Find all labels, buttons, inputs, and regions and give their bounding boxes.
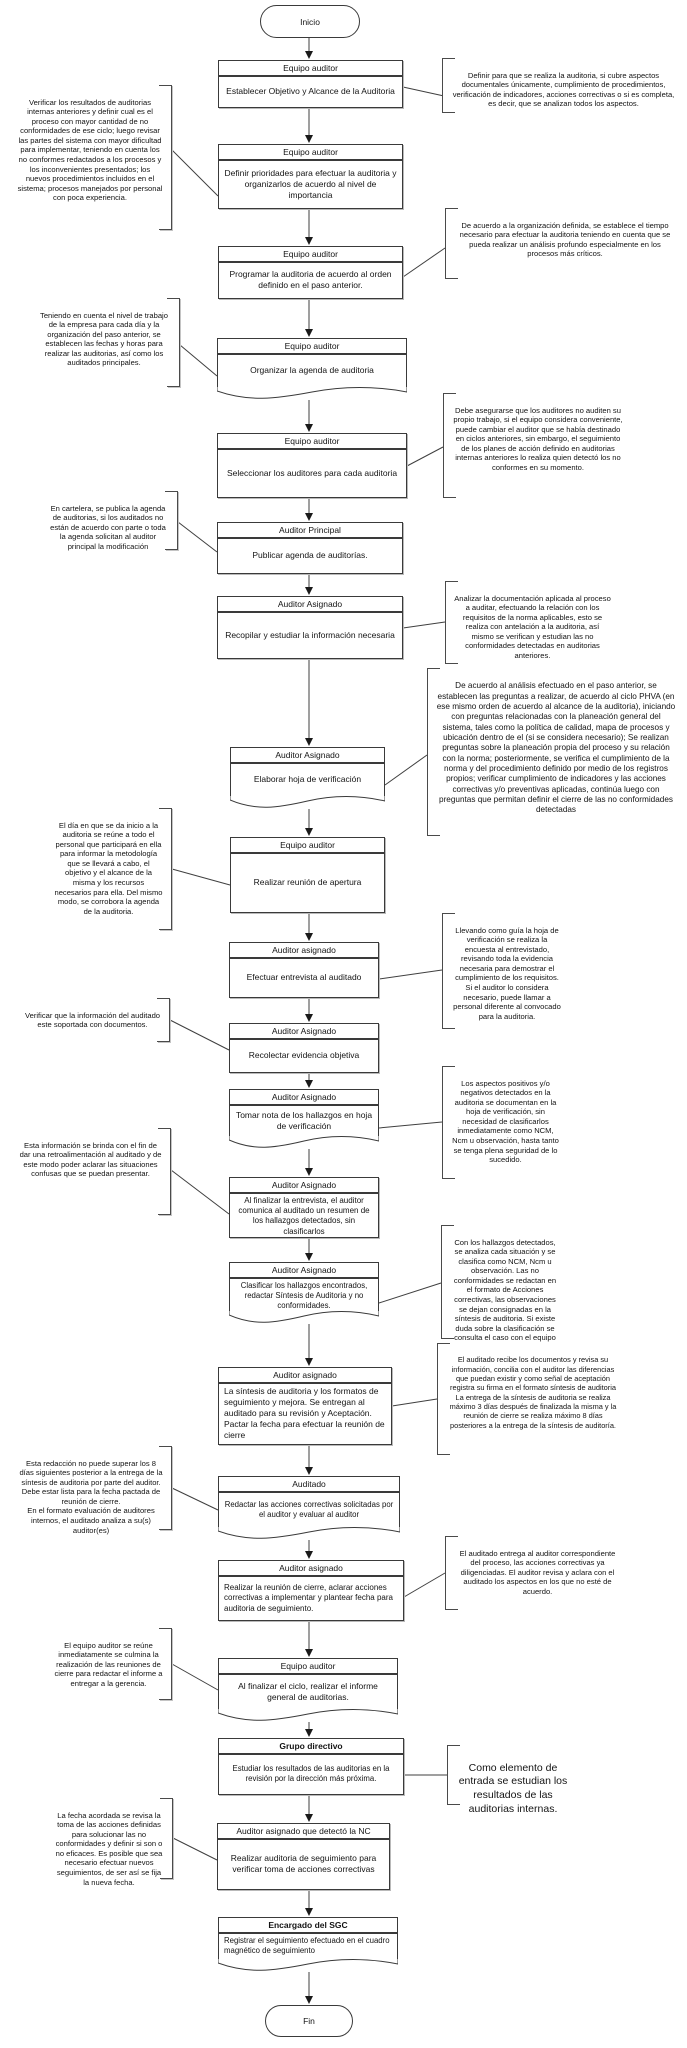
step-action: Elaborar hoja de verificación [253, 774, 362, 785]
annotation-text: Definir para que se realiza la auditoria, si cubre aspectos documentales únicamente, cumplimiento de procedimientos, verificación de indicadores, acciones correctivas o si es completa, es decir, que se analizan todos los aspectos. [452, 70, 675, 109]
annotation-text: El auditado entrega al auditor correspondiente del proceso, las acciones correctivas ya diligenciadas. El auditor revisa y aclara con el auditado los aspectos en los que no esté de acuerdo. [459, 1548, 616, 1596]
annotation-text: Teniendo en cuenta el nivel de trabajo de la empresa para cada día y la organización del paso anterior, se establecen las fechas y horas para realizar las auditorias, así como los auditados principales. [40, 310, 168, 368]
step-action: Al finalizar la entrevista, el auditor comunica al auditado un resumen de los hallazgos detectados, sin clasificarlos [238, 1195, 370, 1236]
step-actor: Auditor Asignado [231, 748, 384, 764]
node-seleccionar-auditores [217, 433, 407, 498]
document-wave-edge [217, 386, 407, 400]
document-wave-edge [218, 1526, 400, 1540]
annotation-text: El auditado recibe los documentos y revisa su información, concilia con el auditor las diferencias que puedan existir y como señal de aceptación registra su firma en el formato síntesis de auditoria La entrega de la síntesis de auditoria se realiza máximo 3 días después de finalizada la misma y la reunión de cierre se realiza máximo 8 días posteriores a la entrega de la síntesis de auditoría. [449, 1355, 617, 1430]
step-action: Redactar las acciones correctivas solicitadas por el auditor y evaluar al auditor [224, 1499, 394, 1519]
annotation-text: De acuerdo al análisis efectuado en el paso anterior, se establecen las preguntas a realizar, de acuerdo al ciclo PHVA (en ese mismo orden de acuerdo al alcance de la auditoria), iniciando con preguntas relacionadas con la planeación general del sistema, tales como la política de calidad, mapa de procesos y ubicación dentro de el (si se considera necesario); Se realizan preguntas sobre la planeación propia del proceso y su relación con la norma; posteriormente, se verifica el cumplimiento de la norma y del procedimiento definido por medio de los registros propios; verificar cumplimiento de indicadores y las acciones correctivas y/o preventivas aplicadas, continúa luego con preguntas que permitan definir el cierre de las no conformidades detectadas [436, 681, 676, 815]
node-reunion-apertura [230, 837, 385, 913]
annotation-nivel-trabajo [28, 298, 180, 387]
step-actor: Equipo auditor [219, 61, 402, 77]
node-tomar-nota-hallazgos [229, 1089, 379, 1149]
document-wave-edge [229, 1135, 379, 1149]
annotation-text: Debe asegurarse que los auditores no auditen su propio trabajo, si el equipo considera conveniente, puede cambiar el auditor que se había destinado en ciclos anteriores, sin embargo, el seguimiento de los planes de acción definido en auditorias internas anteriores lo realiza quien detectó los no conformes en su momento. [453, 405, 623, 472]
node-reunion-cierre [218, 1560, 404, 1621]
annotation-text: Con los hallazgos detectados, se analiza cada situación y se clasifica como NCM, Ncm u observación. Las no conformidades se redactan en el formato de Acciones correctivas, las observaciones se dejan consignadas en la síntesis de auditoria. Si existe duda sobre la clasificación se consulta el caso con el equipo [453, 1237, 557, 1343]
annotation-cartelera [38, 491, 178, 550]
annotation-text: Llevando como guía la hoja de verificación se realiza la encuesta al entrevistado, revisando toda la evidencia necesaria para demostrar el cumplimiento de los requisitos. Si el auditor lo considera necesario, puede llamar a personal diferente al convocado para la auditoria. [453, 925, 561, 1021]
annotation-entrega-acciones-diligenciadas [445, 1536, 630, 1610]
step-action: Organizar la agenda de auditoria [250, 365, 374, 376]
annotation-entrega-sintesis-plazos [437, 1343, 629, 1455]
step-action: Publicar agenda de auditorías. [252, 550, 368, 561]
node-registrar-seguimiento [218, 1917, 398, 1972]
start-label: Inicio [300, 16, 320, 27]
node-establecer-objetivo-alcance [218, 60, 403, 108]
annotation-fecha-acordada [45, 1798, 173, 1887]
step-actor: Auditor asignado [219, 1561, 403, 1577]
step-actor: Auditor Asignado [230, 1263, 378, 1279]
step-actor: Auditor asignado [230, 943, 378, 959]
annotation-text: De acuerdo a la organización definida, se establece el tiempo necesario para efectuar la auditoria teniendo en cuenta que se pueda realizar un análisis profundo especialmente en los procesos más críticos. [459, 220, 671, 259]
annotation-text: Los aspectos positivos y/o negativos detectados en la auditoria se documentan en la hoja de verificación, sin necesidad de clasificarlos inmediatamente como NCM, Ncm u observación, hasta tanto se tenga plena seguridad de lo sucedido. [452, 1078, 559, 1165]
node-elaborar-hoja-verificacion [230, 747, 385, 809]
step-actor: Equipo auditor [231, 838, 384, 854]
step-action: Clasificar los hallazgos encontrados, redactar Síntesis de Auditoria y no conformidades. [240, 1280, 368, 1310]
step-actor: Auditor Asignado [218, 597, 402, 613]
step-action: Recolectar evidencia objetiva [248, 1050, 360, 1061]
step-actor: Auditor asignado que detectó la NC [218, 1824, 389, 1840]
step-action: Realizar reunión de apertura [253, 877, 362, 888]
document-wave-edge [230, 795, 385, 809]
step-action: Registrar el seguimiento efectuado en el cuadro magnético de seguimiento [224, 1935, 390, 1955]
step-action: Efectuar entrevista al auditado [246, 972, 362, 983]
step-actor: Equipo auditor [218, 339, 406, 355]
step-actor: Grupo directivo [219, 1739, 403, 1755]
step-action: Realizar auditoria de seguimiento para verificar toma de acciones correctivas [230, 1853, 377, 1875]
step-action: Al finalizar el ciclo, realizar el informe general de auditorias. [238, 1680, 378, 1702]
annotation-aspectos-positivos-negativos [442, 1066, 569, 1179]
annotation-equipo-se-reune [45, 1628, 172, 1700]
node-redactar-acciones-correctivas [218, 1476, 400, 1540]
annotation-text: La fecha acordada se revisa la toma de las acciones definidas para solucionar las no conformidades y definir si son o no eficaces. Es posible que sea necesario efectuar nuevos seguimientos, de ser así se fija la nueva fecha. [55, 1810, 163, 1887]
annotation-ciclo-phva [427, 668, 685, 836]
node-programar-auditoria [218, 246, 403, 299]
node-auditoria-seguimiento [217, 1823, 390, 1890]
annotation-definir-para-que [442, 58, 685, 113]
node-definir-prioridades [218, 144, 403, 209]
annotation-dia-inicio [45, 808, 172, 930]
start-terminal [260, 5, 360, 38]
end-label: Fin [303, 2016, 315, 2026]
annotation-clasificacion-ncm [441, 1225, 569, 1343]
step-action: Estudiar los resultados de las auditorias en la revisión por la dirección más próxima. [232, 1764, 390, 1784]
step-actor: Auditado [219, 1477, 399, 1493]
annotation-analizar-documentacion [445, 581, 620, 664]
node-recopilar-informacion [217, 596, 403, 659]
annotation-text: El equipo auditor se reúne inmediatamente se culmina la realización de las reuniones de cierre para redactar el informe a entregar a la gerencia. [54, 1640, 163, 1688]
step-action: Establecer Objetivo y Alcance de la Auditoria [226, 86, 395, 97]
node-grupo-directivo [218, 1738, 404, 1795]
step-actor: Equipo auditor [218, 434, 406, 450]
annotation-text: El día en que se da inicio a la auditoria se reúne a todo el personal que participará en ella para informar la metodología que se llevará a cabo, el objetivo y el alcance de la misma y los recursos necesarios para ella. Del mismo modo, se corrobora la agenda de la auditoria. [54, 820, 163, 916]
annotation-text: Verificar los resultados de auditorias internas anteriores y definir cual es el proceso con mayor cantidad de no conformidades de ese ciclo; luego revisar las partes del sistema con mayor dificultad para implementar, teniendo en cuenta los no conformes redactados a los procesos y los inconvenientes presentados; los nuevos procedimientos incluidos en el sistema; procesos manejados por personal con poca experiencia. [17, 97, 163, 203]
step-action: Seleccionar los auditores para cada auditoria [226, 467, 398, 478]
node-clasificar-hallazgos [229, 1262, 379, 1324]
annotation-elemento-entrada [447, 1745, 579, 1815]
document-wave-edge [218, 1708, 398, 1722]
node-comunicar-resumen [229, 1177, 379, 1238]
node-organizar-agenda [217, 338, 407, 400]
step-actor: Encargado del SGC [219, 1918, 397, 1934]
annotation-text: Esta redacción no puede superar los 8 días siguientes posterior a la entrega de la síntesis de auditoria por parte del auditor. Debe estar lista para la fecha pactada de reunión de cierre. En el formato evaluación de auditores internos, el auditado analiza a su(s) auditor(es) [19, 1458, 163, 1535]
annotation-text: Como elemento de entrada se estudian los resultados de las auditorias internas. [458, 1761, 568, 1815]
step-actor: Auditor Asignado [230, 1024, 378, 1040]
step-actor: Auditor asignado [219, 1368, 391, 1384]
annotation-no-auditar-propio-trabajo [443, 393, 633, 498]
step-action: Realizar la reunión de cierre, aclarar acciones correctivas a implementar y plantear fecha para auditoria de seguimiento. [224, 1582, 393, 1613]
step-actor: Auditor Principal [218, 523, 402, 539]
annotation-text: En cartelera, se publica la agenda de auditorias, si los auditados no están de acuerdo con parte o toda la agenda solicitan al auditor principal la modificación [50, 503, 166, 551]
step-actor: Auditor Asignado [230, 1090, 378, 1106]
step-actor: Equipo auditor [219, 145, 402, 161]
annotation-guia-hoja-verificacion [442, 913, 572, 1029]
document-wave-edge [229, 1310, 379, 1324]
document-wave-edge [218, 1958, 398, 1972]
step-action: Definir prioridades para efectuar la auditoria y organizarlos de acuerdo al nivel de importancia [224, 167, 397, 200]
annotation-verificar-resultados [8, 85, 172, 230]
step-action: Tomar nota de los hallazgos en hoja de verificación [235, 1109, 373, 1131]
annotation-text: Analizar la documentación aplicada al proceso a auditar, efectuando la relación con los requisitos de la norma aplicables, esto se realiza con antelación a la auditoria, así mismo se verifican y estudian las no conformidades detectadas en auditorias anteriores. [454, 593, 611, 660]
step-action: Recopilar y estudiar la información necesaria [225, 629, 395, 640]
annotation-text: Esta información se brinda con el fin de dar una retroalimentación al auditado y de este modo poder aclarar las situaciones confusas que se puedan presentar. [19, 1140, 162, 1179]
step-action: Programar la auditoria de acuerdo al orden definido en el paso anterior. [229, 269, 392, 291]
step-action: La síntesis de auditoria y los formatos de seguimiento y mejora. Se entregan al auditado para su revisión y Aceptación. Pactar la fecha para efectuar la reunión de cierre [224, 1386, 385, 1441]
annotation-informacion-soportada [15, 998, 170, 1042]
step-actor: Auditor Asignado [230, 1178, 378, 1194]
node-informe-general [218, 1658, 398, 1722]
step-actor: Equipo auditor [219, 1659, 397, 1675]
node-recolectar-evidencia [229, 1023, 379, 1073]
annotation-retroalimentacion [10, 1128, 171, 1215]
node-publicar-agenda [217, 522, 403, 574]
step-actor: Equipo auditor [219, 247, 402, 263]
annotation-tiempo-necesario [445, 208, 685, 279]
end-terminal [265, 2005, 353, 2037]
annotation-redaccion-8-dias [10, 1446, 172, 1535]
node-entrevista-auditado [229, 942, 379, 998]
annotation-text: Verificar que la información del auditado este soportada con documentos. [24, 1010, 161, 1030]
node-entregar-sintesis [218, 1367, 392, 1445]
